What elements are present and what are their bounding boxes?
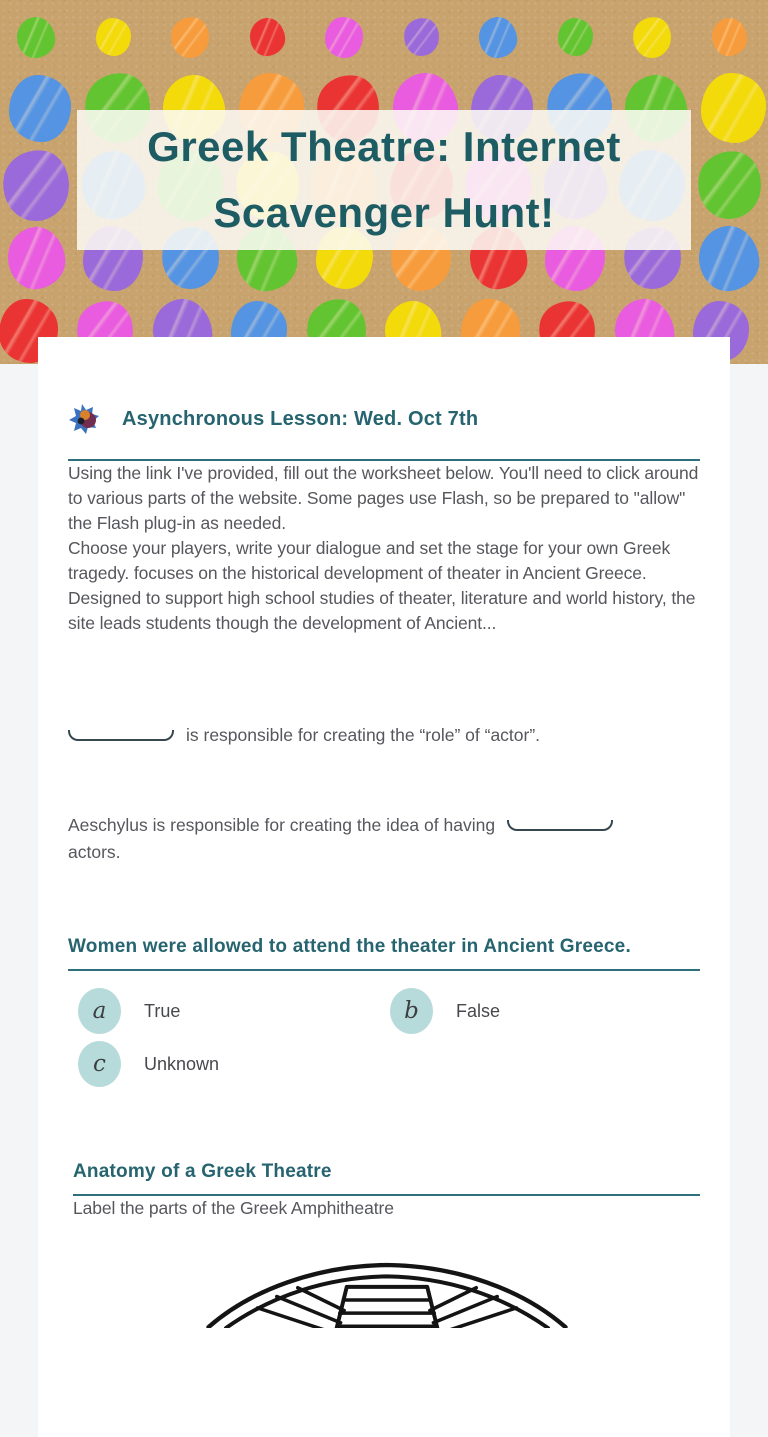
- option-c[interactable]: [78, 1041, 390, 1087]
- option-c-badge[interactable]: c: [78, 1041, 121, 1087]
- lesson-heading: Asynchronous Lesson: Wed. Oct 7th: [122, 407, 479, 430]
- lesson-star-icon: [68, 403, 101, 435]
- fill-blank-2-text-before: Aeschylus is responsible for creating the idea of having: [68, 815, 496, 835]
- dot: [15, 15, 58, 60]
- dot: [169, 15, 212, 60]
- fill-blank-question-2: [68, 812, 700, 866]
- option-b[interactable]: [390, 988, 700, 1034]
- dot: [0, 146, 73, 225]
- option-b-badge[interactable]: b: [390, 988, 433, 1034]
- lesson-paragraph-2: Choose your players, write your dialogue and set the stage for your own Greek tragedy. focuses on the historical development of theater in Ancient Greece. Designed to support high school studies of theater, literature and world history, the site leads students though the development of Ancient...: [68, 538, 696, 633]
- fill-blank-question-1: [68, 722, 700, 748]
- dot: [631, 15, 674, 60]
- dot: [248, 16, 287, 58]
- header-banner: [0, 0, 768, 364]
- anatomy-section: [68, 1161, 700, 1328]
- dot: [9, 75, 71, 142]
- amphitheatre-image: [177, 1258, 597, 1328]
- option-a-label: True: [144, 1000, 181, 1021]
- fill-blank-1-text: is responsible for creating the “role” of “actor”.: [186, 725, 541, 745]
- dot: [477, 15, 520, 60]
- fill-blank-input[interactable]: [68, 730, 174, 741]
- anatomy-heading: Anatomy of a Greek Theatre: [73, 1161, 332, 1182]
- dot: [96, 18, 131, 56]
- anatomy-instruction: Label the parts of the Greek Amphitheatre: [73, 1198, 394, 1218]
- option-a-badge[interactable]: a: [78, 988, 121, 1034]
- multiple-choice-question: [68, 936, 700, 1087]
- divider: [68, 969, 700, 971]
- question-text: Women were allowed to attend the theater in Ancient Greece.: [68, 936, 631, 957]
- option-c-label: Unknown: [144, 1053, 220, 1074]
- dot: [710, 16, 749, 58]
- option-a[interactable]: [78, 988, 390, 1034]
- page-title: Greek Theatre: Internet Scavenger Hunt!: [147, 123, 621, 236]
- dot: [4, 224, 68, 292]
- worksheet-card: [38, 337, 730, 1437]
- options-grid: [68, 988, 700, 1087]
- dot: [558, 18, 593, 56]
- dot: [694, 147, 765, 222]
- dot: [701, 73, 766, 143]
- option-b-label: False: [456, 1000, 501, 1021]
- fill-blank-2-text-after: actors.: [68, 842, 121, 862]
- dot: [695, 223, 762, 295]
- fill-blank-input[interactable]: [507, 820, 613, 831]
- lesson-paragraph-1: Using the link I've provided, fill out the worksheet below. You'll need to click around to various parts of the website. Some pages use Flash, so be prepared to "allow" the Flash plug-in as needed.: [68, 463, 699, 533]
- dot: [402, 16, 441, 58]
- dot: [325, 17, 363, 58]
- lesson-heading-row: [68, 403, 700, 435]
- title-box: [77, 110, 691, 250]
